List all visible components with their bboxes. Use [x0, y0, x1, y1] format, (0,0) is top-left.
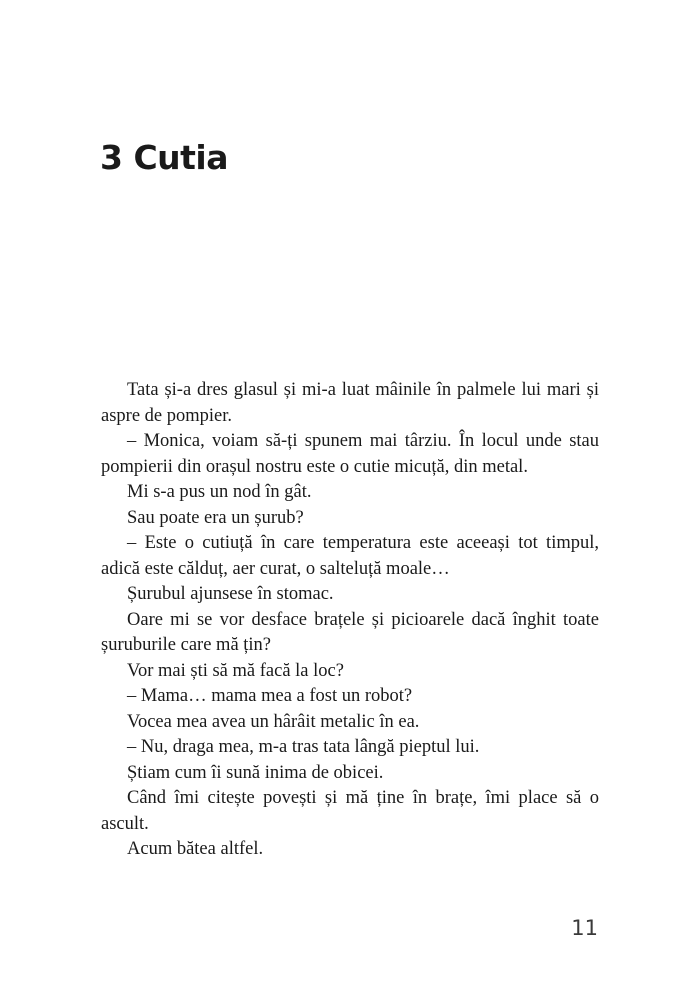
- paragraph: Acum bătea altfel.: [127, 839, 264, 859]
- paragraph: Vocea mea avea un hârâit metalic în ea.: [127, 711, 420, 732]
- paragraph: Șurubul ajunsese în stomac.: [127, 584, 334, 604]
- paragraph: Știam cum îi sună inima de obicei.: [127, 762, 384, 783]
- paragraph: – Monica, voiam să-ți spunem mai târziu. În locul unde stau pompierii din orașul nostru este o cutie micuță, din metal.: [101, 431, 599, 477]
- paragraph: – Mama… mama mea a fost un robot?: [127, 686, 413, 706]
- paragraph: Sau poate era un șurub?: [127, 507, 304, 528]
- chapter-title: 3 Cutia: [100, 138, 229, 177]
- paragraph: – Este o cutiuță în care temperatura este aceeași tot timpul, adică este călduț, aer curat, o salteluță moale…: [101, 533, 599, 579]
- paragraph: Mi s-a pus un nod în gât.: [127, 482, 312, 502]
- paragraph: – Nu, draga mea, m-a tras tata lângă pieptul lui.: [127, 737, 480, 757]
- paragraph: Oare mi se vor desface brațele și picioarele dacă înghit toate șuruburile care mă țin?: [101, 609, 599, 655]
- paragraph: Tata și-a dres glasul și mi-a luat mâinile în palmele lui mari și aspre de pompier.: [101, 380, 599, 426]
- chapter-body: [101, 378, 599, 863]
- paragraph: Vor mai ști să mă facă la loc?: [127, 660, 344, 681]
- paragraph: Când îmi citește povești și mă ține în brațe, îmi place să o ascult.: [101, 788, 599, 834]
- page-number: 11: [571, 916, 598, 940]
